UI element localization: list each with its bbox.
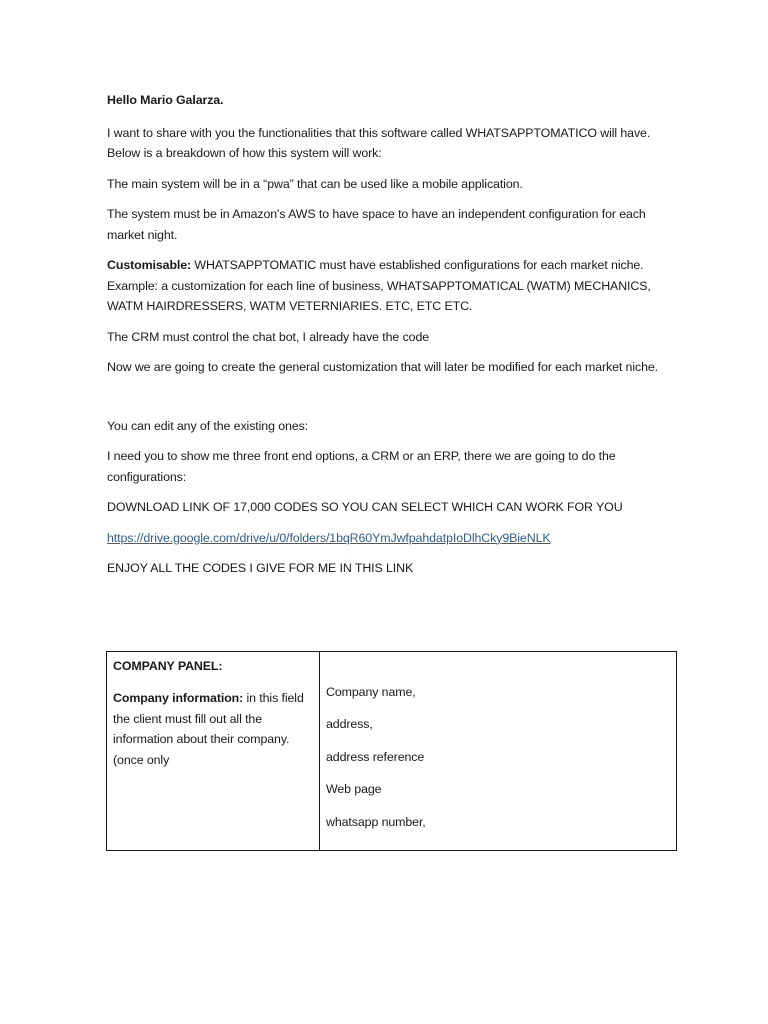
- field-address: address,: [326, 717, 373, 731]
- front-end-paragraph: I need you to show me three front end options, a CRM or an ERP, there we are going to do the configurations:: [107, 449, 616, 484]
- customisable-text: WHATSAPPTOMATIC must have established configurations for each market niche. Example: a customization for each line of business, WHATSAPPTOMATICAL (WATM) MECHANICS, WATM HAIRDRESSERS, WATM VETERNIARIES. ETC, ETC ETC.: [107, 258, 651, 313]
- intro-paragraph: I want to share with you the functionalities that this software called WHATSAPPTOMATICO will have. Below is a breakdown of how this system will work:: [107, 125, 651, 160]
- document-page: [107, 90, 682, 851]
- field-address-reference: address reference: [326, 749, 425, 764]
- field-web-page: Web page: [326, 782, 382, 796]
- company-info-description: [113, 688, 313, 770]
- crm-paragraph: The CRM must control the chat bot, I already have the code: [107, 329, 430, 344]
- edit-paragraph: You can edit any of the existing ones:: [107, 418, 309, 433]
- spacer: [107, 589, 682, 651]
- pwa-paragraph: The main system will be in a “pwa” that can be used like a mobile application.: [107, 176, 523, 191]
- panel-title: COMPANY PANEL:: [113, 658, 223, 673]
- spacer: [107, 388, 682, 416]
- customisable-paragraph: [107, 255, 682, 317]
- company-info-text: in this field the client must fill out all the information about their company. (once only: [113, 691, 304, 767]
- enjoy-paragraph: ENJOY ALL THE CODES I GIVE FOR ME IN THIS LINK: [107, 561, 414, 575]
- customization-paragraph: Now we are going to create the general customization that will later be modified for each market niche.: [107, 360, 659, 374]
- panel-fields-cell: [320, 651, 677, 851]
- field-company-name: Company name,: [326, 684, 416, 699]
- download-paragraph: DOWNLOAD LINK OF 17,000 CODES SO YOU CAN SELECT WHICH CAN WORK FOR YOU: [107, 500, 623, 514]
- company-info-label: Company information:: [113, 691, 244, 705]
- customisable-label: Customisable:: [107, 258, 192, 272]
- greeting: Hello Mario Galarza.: [107, 93, 224, 107]
- aws-paragraph: The system must be in Amazon's AWS to have space to have an independent configuration for each market night.: [107, 207, 646, 242]
- panel-description-cell: [107, 651, 320, 851]
- link-paragraph: [107, 528, 682, 549]
- company-panel-table: [106, 651, 677, 852]
- table-row: [107, 651, 677, 851]
- company-fields-list: [326, 682, 670, 833]
- field-whatsapp-number: whatsapp number,: [326, 814, 426, 829]
- drive-link[interactable]: https://drive.google.com/drive/u/0/folders/1bqR60YmJwfpahdatpIoDlhCky9BieNLK: [107, 530, 551, 545]
